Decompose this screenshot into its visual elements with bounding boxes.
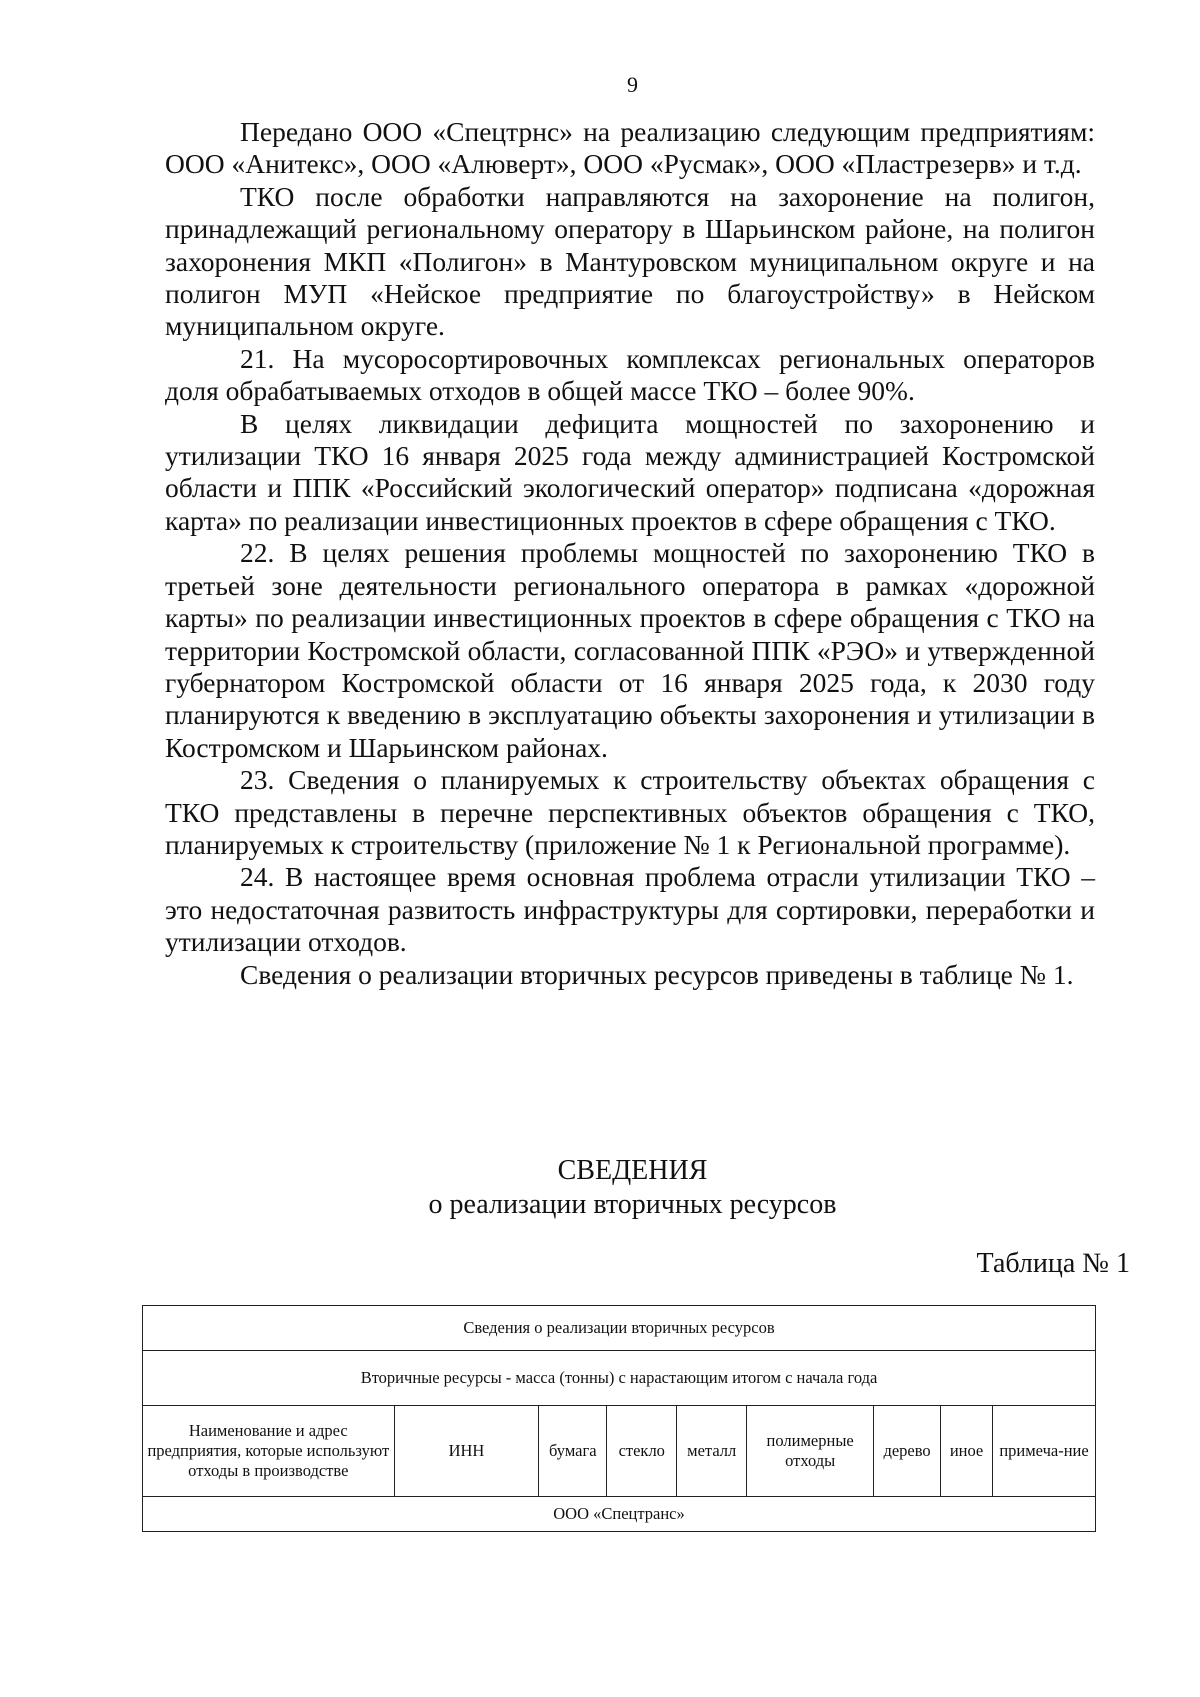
- col-header-metal: металл: [677, 1406, 747, 1497]
- body-text: [165, 116, 1095, 991]
- table-title-cell: Сведения о реализации вторичных ресурсов: [143, 1306, 1096, 1351]
- paragraph: В целях ликвидации дефицита мощностей по захоронению и утилизации ТКО 16 января 2025 года между администрацией Костромской области и ППК «Российский экологический оператор» подписана «дорожная карта» по реализации инвестиционных проектов в сфере обращения с ТКО.: [165, 407, 1095, 536]
- col-header-other: иное: [941, 1406, 993, 1497]
- col-header-glass: стекло: [607, 1406, 677, 1497]
- col-header-inn: ИНН: [394, 1406, 539, 1497]
- paragraph: 22. В целях решения проблемы мощностей по захоронению ТКО в третьей зоне деятельности регионального оператора в рамках «дорожной карты» по реализации инвестиционных проектов в сфере обращения с ТКО на территории Костромской области, согласованной ППК «РЭО» и утвержденной губернатором Костромской области от 16 января 2025 года, к 2030 году планируются к введению в эксплуатацию объекты захоронения и утилизации в Костромском и Шарьинском районах.: [165, 537, 1095, 763]
- paragraph: 21. На мусоросортировочных комплексах региональных операторов доля обрабатываемых отходов в общей массе ТКО – более 90%.: [165, 342, 1095, 407]
- paragraph: Сведения о реализации вторичных ресурсов приведены в таблице № 1.: [240, 958, 1074, 990]
- table-subtitle-row: [143, 1351, 1096, 1406]
- paragraph: ТКО после обработки направляются на захоронение на полигон, принадлежащий региональному оператору в Шарьинском районе, на полигон захоронения МКП «Полигон» в Мантуровском муниципальном округе и на полигон МУП «Нейское предприятие по благоустройству» в Нейском муниципальном округе.: [165, 180, 1095, 342]
- heading-title: СВЕДЕНИЯ: [557, 1155, 708, 1186]
- table-header-row: [143, 1406, 1096, 1497]
- col-header-polymer: полимерные отходы: [747, 1406, 874, 1497]
- paragraph: 24. В настоящее время основная проблема отрасли утилизации ТКО – это недостаточная развитость инфраструктуры для сортировки, переработки и утилизации отходов.: [165, 861, 1095, 958]
- group-row-cell: ООО «Спецтранс»: [143, 1497, 1096, 1532]
- col-header-wood: дерево: [874, 1406, 941, 1497]
- table-caption: Таблица № 1: [976, 1248, 1130, 1279]
- paragraph: 23. Сведения о планируемых к строительству объектах обращения с ТКО представлены в перечне перспективных объектов обращения с ТКО, планируемых к строительству (приложение № 1 к Региональной программе).: [165, 764, 1095, 860]
- col-header-name: Наименование и адрес предприятия, которые используют отходы в производстве: [143, 1406, 395, 1497]
- col-header-note: примеча-ние: [993, 1406, 1096, 1497]
- section-heading: [0, 1154, 1200, 1222]
- paragraph: Передано ООО «Спецтрнс» на реализацию следующим предприятиям: ООО «Анитекс», ООО «Алюверт», ООО «Русмак», ООО «Пластрезерв» и т.д.: [165, 116, 1095, 180]
- page-number: 9: [627, 72, 638, 97]
- table-group-row: [143, 1497, 1096, 1532]
- secondary-resources-table: [142, 1305, 1096, 1532]
- col-header-paper: бумага: [539, 1406, 607, 1497]
- table-title-row: [143, 1306, 1096, 1351]
- table-subtitle-cell: Вторичные ресурсы - масса (тонны) с нарастающим итогом с начала года: [143, 1351, 1096, 1406]
- heading-subtitle: о реализации вторичных ресурсов: [428, 1189, 837, 1220]
